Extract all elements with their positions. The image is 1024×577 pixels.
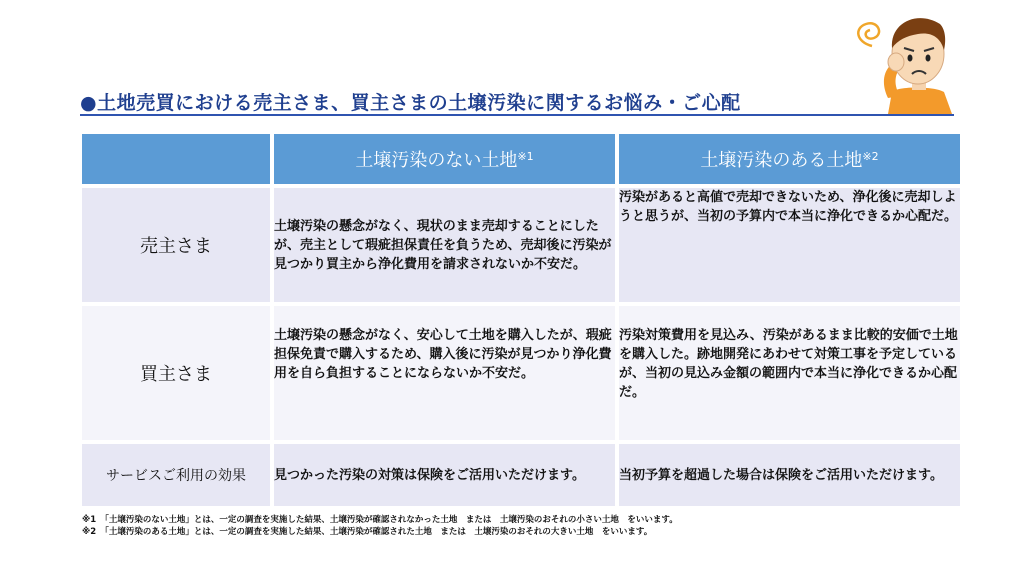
header-no-contamination (274, 134, 615, 184)
concerns-table (78, 130, 964, 510)
footnote-mark: ※1 (517, 150, 534, 163)
page-heading: ●土地売買における売主さま、買主さまの土壌汚染に関するお悩み・ご心配 (80, 92, 741, 114)
table-cell: 土壌汚染の懸念がなく、安心して土地を購入したが、瑕疵担保免責で購入するため、購入後に汚染が見つかり浄化費用を自ら負担することにならないか不安だ。 (274, 306, 615, 440)
footnote-1: ※1 「土壌汚染のない土地」とは、一定の調査を実施した結果、土壌汚染が確認されなかった土地 または 土壌汚染のおそれの小さい土地 をいいます。 (82, 515, 678, 525)
header-label: 土壌汚染のある土地 (700, 150, 863, 171)
header-with-contamination (619, 134, 960, 184)
header-corner-cell (82, 134, 270, 184)
table-cell: 当初予算を超過した場合は保険をご活用いただけます。 (619, 444, 960, 506)
confused-scribble-icon (858, 23, 879, 46)
row-label-seller: 売主さま (82, 188, 270, 302)
heading-underline (80, 114, 954, 116)
header-label: 土壌汚染のない土地 (355, 150, 518, 171)
footnote-mark: ※2 (862, 150, 879, 163)
table-row-seller (82, 188, 960, 302)
table-cell: 見つかった汚染の対策は保険をご活用いただけます。 (274, 444, 615, 506)
row-label-buyer: 買主さま (82, 306, 270, 440)
row-label-effect: サービスご利用の効果 (82, 444, 270, 506)
table-row-buyer (82, 306, 960, 440)
table-cell: 汚染があると高値で売却できないため、浄化後に売却しようと思うが、当初の予算内で本当に浄化できるか心配だ。 (619, 188, 960, 302)
table-row-effect (82, 444, 960, 506)
table-cell: 土壌汚染の懸念がなく、現状のまま売却することにしたが、売主として瑕疵担保責任を負うため、売却後に汚染が見つかり買主から浄化費用を請求されないか不安だ。 (274, 188, 615, 302)
footnote-2: ※2 「土壌汚染のある土地」とは、一定の調査を実施した結果、土壌汚染が確認された土地 または 土壌汚染のおそれの大きい土地 をいいます。 (82, 527, 653, 537)
footnotes (82, 514, 962, 538)
table-header-row (82, 134, 960, 184)
table-cell: 汚染対策費用を見込み、汚染があるまま比較的安価で土地を購入した。跡地開発にあわせて対策工事を予定しているが、当初の見込み金額の範囲内で本当に浄化できるか心配だ。 (619, 306, 960, 440)
